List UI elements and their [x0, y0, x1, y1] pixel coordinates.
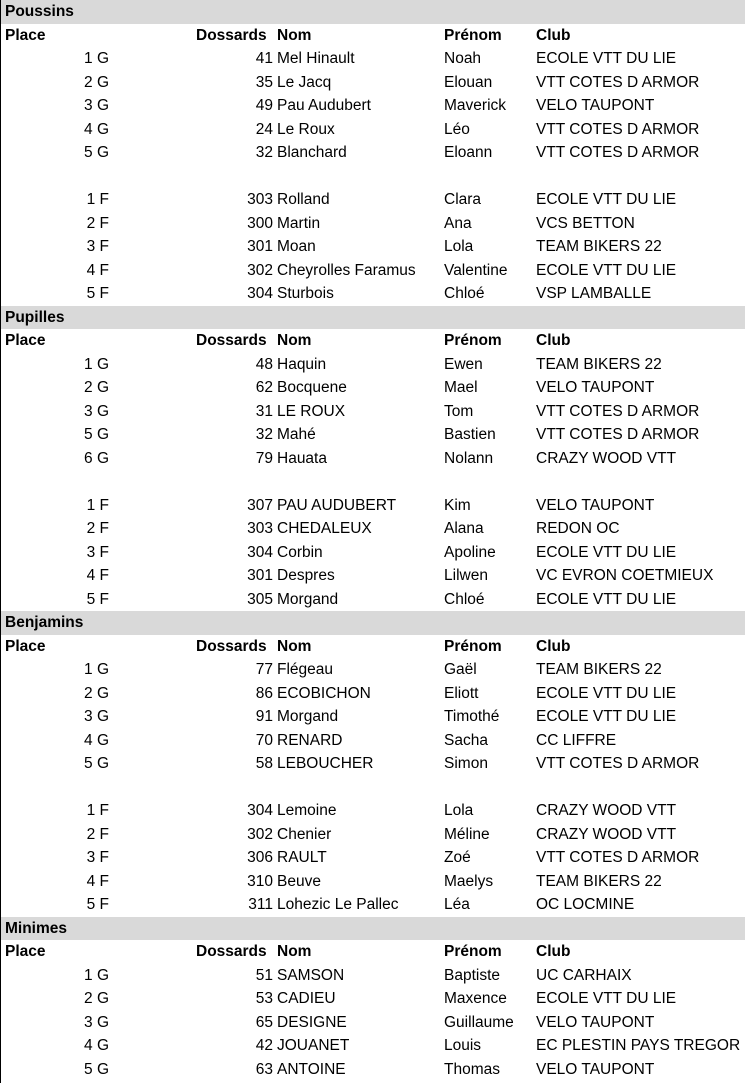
prenom-cell: Bastien	[444, 426, 496, 443]
prenom-cell: Gaël	[444, 661, 477, 678]
header-club: Club	[536, 637, 571, 655]
header-place: Place	[5, 943, 46, 960]
section-title: Pupilles	[1, 306, 745, 330]
rank-cell: 3 G	[84, 402, 109, 420]
prenom-cell: Maelys	[444, 872, 494, 890]
dossard-cell: 49	[255, 97, 273, 114]
club-cell: UC CARHAIX	[536, 966, 632, 984]
prenom-cell: Thomas	[444, 1060, 500, 1078]
result-row	[1, 447, 745, 471]
club-cell: VTT COTES D ARMOR	[536, 849, 700, 866]
rank-cell: 4 G	[84, 731, 109, 749]
dossard-cell: 35	[255, 73, 273, 91]
club-cell: ECOLE VTT DU LIE	[536, 684, 677, 702]
rank-cell: 3 F	[86, 849, 109, 866]
result-row	[1, 71, 745, 95]
club-cell: VC EVRON COETMIEUX	[536, 567, 714, 584]
dossard-cell: 24	[255, 120, 273, 138]
rank-cell: 1 G	[84, 50, 109, 67]
prenom-cell: Eliott	[444, 684, 479, 702]
dossard-cell: 307	[247, 496, 273, 514]
club-cell: ECOLE VTT DU LIE	[536, 990, 677, 1007]
result-row	[1, 964, 745, 988]
dossard-cell: 63	[255, 1060, 273, 1078]
rank-cell: 5 G	[84, 1060, 109, 1078]
result-row	[1, 517, 745, 541]
nom-cell: DESIGNE	[277, 1013, 347, 1031]
result-row	[1, 705, 745, 729]
dossard-cell: 65	[255, 1013, 273, 1031]
rank-cell: 5 F	[86, 896, 109, 913]
nom-cell: Rolland	[277, 191, 330, 208]
dossard-cell: 301	[247, 238, 273, 255]
prenom-cell: Lilwen	[444, 567, 488, 584]
club-cell: TEAM BIKERS 22	[536, 872, 662, 890]
result-row	[1, 400, 745, 424]
rank-cell: 2 G	[84, 379, 109, 396]
prenom-cell: Eloann	[444, 144, 493, 161]
prenom-cell: Maxence	[444, 990, 507, 1007]
rank-cell: 5 G	[84, 755, 109, 772]
club-cell: CRAZY WOOD VTT	[536, 449, 677, 467]
prenom-cell: Clara	[444, 191, 482, 208]
nom-cell: Bocquene	[277, 379, 347, 396]
result-row	[1, 47, 745, 71]
dossard-cell: 305	[247, 590, 273, 608]
rank-cell: 4 G	[84, 120, 109, 138]
rank-cell: 3 G	[84, 97, 109, 114]
header-prenom: Prénom	[444, 332, 502, 349]
dossard-cell: 304	[247, 543, 273, 561]
prenom-cell: Louis	[444, 1037, 482, 1054]
nom-cell: RENARD	[277, 731, 343, 749]
header-place: Place	[5, 637, 46, 655]
dossard-cell: 42	[255, 1037, 273, 1054]
rank-cell: 5 G	[84, 426, 109, 443]
header-prenom: Prénom	[444, 943, 502, 960]
club-cell: VTT COTES D ARMOR	[536, 402, 700, 420]
rank-cell: 1 G	[84, 661, 109, 678]
rank-cell: 3 F	[86, 238, 109, 255]
rank-cell: 2 F	[86, 214, 109, 232]
nom-cell: LE ROUX	[277, 402, 346, 420]
result-row	[1, 1058, 745, 1082]
nom-cell: Corbin	[277, 543, 323, 561]
result-row	[1, 564, 745, 588]
prenom-cell: Léo	[444, 120, 470, 138]
prenom-cell: Sacha	[444, 731, 488, 749]
result-row	[1, 94, 745, 118]
rank-cell: 2 G	[84, 684, 109, 702]
dossard-cell: 311	[248, 896, 273, 913]
prenom-cell: Valentine	[444, 261, 508, 279]
prenom-cell: Tom	[444, 402, 474, 420]
nom-cell: Lohezic Le Pallec	[277, 896, 399, 913]
prenom-cell: Kim	[444, 496, 471, 514]
dossard-cell: 48	[255, 355, 273, 373]
result-row	[1, 423, 745, 447]
dossard-cell: 41	[255, 50, 273, 67]
result-row	[1, 494, 745, 518]
prenom-cell: Baptiste	[444, 966, 501, 984]
nom-cell: Morgand	[277, 708, 339, 725]
result-row	[1, 799, 745, 823]
dossard-cell: 70	[255, 731, 273, 749]
nom-cell: RAULT	[277, 849, 327, 866]
club-cell: VELO TAUPONT	[536, 97, 655, 114]
club-cell: VELO TAUPONT	[536, 379, 655, 396]
rank-cell: 4 F	[86, 261, 109, 279]
section-title: Poussins	[1, 0, 745, 24]
dossard-cell: 32	[255, 426, 273, 443]
dossard-cell: 62	[255, 379, 273, 396]
club-cell: VELO TAUPONT	[536, 496, 655, 514]
nom-cell: Sturbois	[277, 285, 334, 302]
header-club: Club	[536, 332, 571, 349]
rank-cell: 5 G	[84, 144, 109, 161]
rank-cell: 4 G	[84, 1037, 109, 1054]
rank-cell: 3 F	[86, 543, 109, 561]
result-row	[1, 682, 745, 706]
result-row	[1, 376, 745, 400]
club-cell: TEAM BIKERS 22	[536, 355, 662, 373]
rank-cell: 2 G	[84, 990, 109, 1007]
spacer-row	[1, 470, 745, 494]
prenom-cell: Ana	[444, 214, 472, 232]
rank-cell: 2 F	[86, 520, 109, 537]
dossard-cell: 303	[247, 520, 273, 537]
club-cell: ECOLE VTT DU LIE	[536, 50, 677, 67]
header-prenom: Prénom	[444, 637, 502, 655]
prenom-cell: Timothé	[444, 708, 500, 725]
header-club: Club	[536, 26, 571, 44]
nom-cell: CHEDALEUX	[277, 520, 372, 537]
nom-cell: Cheyrolles Faramus	[277, 261, 416, 279]
rank-cell: 2 F	[86, 825, 109, 843]
club-cell: CRAZY WOOD VTT	[536, 825, 677, 843]
club-cell: ECOLE VTT DU LIE	[536, 261, 677, 279]
header-prenom: Prénom	[444, 26, 502, 44]
header-place: Place	[5, 332, 46, 349]
dossard-cell: 304	[247, 802, 273, 819]
prenom-cell: Zoé	[444, 849, 471, 866]
nom-cell: Mahé	[277, 426, 316, 443]
dossard-cell: 77	[255, 661, 273, 678]
dossard-cell: 306	[247, 849, 273, 866]
result-row	[1, 846, 745, 870]
result-row	[1, 235, 745, 259]
result-row	[1, 987, 745, 1011]
dossard-cell: 302	[247, 825, 273, 843]
nom-cell: SAMSON	[277, 966, 345, 984]
prenom-cell: Alana	[444, 520, 484, 537]
header-dossards: Dossards	[196, 637, 267, 655]
column-header-row	[1, 329, 745, 353]
column-header-row	[1, 940, 745, 964]
result-row	[1, 541, 745, 565]
spacer-row	[1, 776, 745, 800]
spacer-row	[1, 165, 745, 189]
nom-cell: Morgand	[277, 590, 339, 608]
nom-cell: JOUANET	[277, 1037, 350, 1054]
nom-cell: LEBOUCHER	[277, 755, 374, 772]
prenom-cell: Léa	[444, 896, 470, 913]
rank-cell: 2 G	[84, 73, 109, 91]
result-row	[1, 1034, 745, 1058]
result-row	[1, 588, 745, 612]
rank-cell: 1 F	[86, 496, 109, 514]
prenom-cell: Simon	[444, 755, 488, 772]
prenom-cell: Lola	[444, 238, 474, 255]
prenom-cell: Guillaume	[444, 1013, 514, 1031]
result-row	[1, 259, 745, 283]
nom-cell: Martin	[277, 214, 321, 232]
rank-cell: 1 G	[84, 355, 109, 373]
header-dossards: Dossards	[196, 943, 267, 960]
rank-cell: 5 F	[86, 590, 109, 608]
section-title: Benjamins	[1, 611, 745, 635]
club-cell: ECOLE VTT DU LIE	[536, 708, 677, 725]
rank-cell: 4 F	[86, 567, 109, 584]
column-header-row	[1, 24, 745, 48]
header-nom: Nom	[277, 943, 312, 960]
result-row	[1, 870, 745, 894]
result-row	[1, 893, 745, 917]
club-cell: VTT COTES D ARMOR	[536, 144, 700, 161]
club-cell: TEAM BIKERS 22	[536, 661, 662, 678]
result-row	[1, 212, 745, 236]
dossard-cell: 300	[247, 214, 273, 232]
club-cell: REDON OC	[536, 520, 620, 537]
club-cell: VELO TAUPONT	[536, 1060, 655, 1078]
club-cell: ECOLE VTT DU LIE	[536, 191, 677, 208]
club-cell: ECOLE VTT DU LIE	[536, 543, 677, 561]
dossard-cell: 303	[247, 191, 273, 208]
club-cell: VTT COTES D ARMOR	[536, 73, 700, 91]
nom-cell: PAU AUDUBERT	[277, 496, 397, 514]
rank-cell: 1 F	[86, 802, 109, 819]
result-row	[1, 1011, 745, 1035]
dossard-cell: 32	[255, 144, 273, 161]
dossard-cell: 53	[255, 990, 273, 1007]
dossard-cell: 301	[247, 567, 273, 584]
result-row	[1, 118, 745, 142]
header-dossards: Dossards	[196, 26, 267, 44]
prenom-cell: Apoline	[444, 543, 496, 561]
dossard-cell: 86	[255, 684, 273, 702]
header-place: Place	[5, 26, 46, 44]
nom-cell: Le Roux	[277, 120, 335, 138]
nom-cell: Moan	[277, 238, 316, 255]
rank-cell: 6 G	[84, 449, 109, 467]
rank-cell: 3 G	[84, 1013, 109, 1031]
result-row	[1, 188, 745, 212]
dossard-cell: 302	[247, 261, 273, 279]
nom-cell: ANTOINE	[277, 1060, 346, 1078]
nom-cell: Despres	[277, 567, 335, 584]
prenom-cell: Mael	[444, 379, 478, 396]
dossard-cell: 91	[255, 708, 273, 725]
nom-cell: Lemoine	[277, 802, 337, 819]
prenom-cell: Nolann	[444, 449, 494, 467]
nom-cell: ECOBICHON	[277, 684, 371, 702]
nom-cell: Pau Audubert	[277, 97, 371, 114]
prenom-cell: Maverick	[444, 97, 507, 114]
header-club: Club	[536, 943, 571, 960]
dossard-cell: 79	[255, 449, 273, 467]
rank-cell: 3 G	[84, 708, 109, 725]
rank-cell: 1 F	[86, 191, 109, 208]
club-cell: VELO TAUPONT	[536, 1013, 655, 1031]
dossard-cell: 58	[255, 755, 273, 772]
rank-cell: 1 G	[84, 966, 109, 984]
rank-cell: 4 F	[86, 872, 109, 890]
nom-cell: Le Jacq	[277, 73, 332, 91]
nom-cell: CADIEU	[277, 990, 336, 1007]
prenom-cell: Méline	[444, 825, 490, 843]
result-row	[1, 282, 745, 306]
dossard-cell: 304	[247, 285, 273, 302]
result-row	[1, 353, 745, 377]
prenom-cell: Chloé	[444, 285, 485, 302]
club-cell: CC LIFFRE	[536, 731, 617, 749]
header-nom: Nom	[277, 26, 312, 44]
dossard-cell: 51	[255, 966, 273, 984]
prenom-cell: Elouan	[444, 73, 493, 91]
club-cell: VTT COTES D ARMOR	[536, 426, 700, 443]
nom-cell: Hauata	[277, 449, 327, 467]
nom-cell: Blanchard	[277, 144, 347, 161]
nom-cell: Haquin	[277, 355, 327, 373]
nom-cell: Flégeau	[277, 661, 334, 678]
nom-cell: Chenier	[277, 825, 332, 843]
prenom-cell: Ewen	[444, 355, 483, 373]
club-cell: VTT COTES D ARMOR	[536, 120, 700, 138]
result-row	[1, 752, 745, 776]
club-cell: VSP LAMBALLE	[536, 285, 652, 302]
nom-cell: Mel Hinault	[277, 50, 355, 67]
prenom-cell: Chloé	[444, 590, 485, 608]
result-row	[1, 141, 745, 165]
header-dossards: Dossards	[196, 332, 267, 349]
result-row	[1, 658, 745, 682]
club-cell: ECOLE VTT DU LIE	[536, 590, 677, 608]
club-cell: VCS BETTON	[536, 214, 635, 232]
result-row	[1, 823, 745, 847]
column-header-row	[1, 635, 745, 659]
club-cell: TEAM BIKERS 22	[536, 238, 662, 255]
rank-cell: 5 F	[86, 285, 109, 302]
header-nom: Nom	[277, 332, 312, 349]
section-title: Minimes	[1, 917, 745, 941]
dossard-cell: 31	[255, 402, 273, 420]
club-cell: CRAZY WOOD VTT	[536, 802, 677, 819]
nom-cell: Beuve	[277, 872, 321, 890]
prenom-cell: Lola	[444, 802, 474, 819]
prenom-cell: Noah	[444, 50, 482, 67]
club-cell: EC PLESTIN PAYS TREGOR	[536, 1037, 741, 1054]
result-row	[1, 729, 745, 753]
header-nom: Nom	[277, 637, 312, 655]
club-cell: OC LOCMINE	[536, 896, 635, 913]
dossard-cell: 310	[247, 872, 273, 890]
club-cell: VTT COTES D ARMOR	[536, 755, 700, 772]
